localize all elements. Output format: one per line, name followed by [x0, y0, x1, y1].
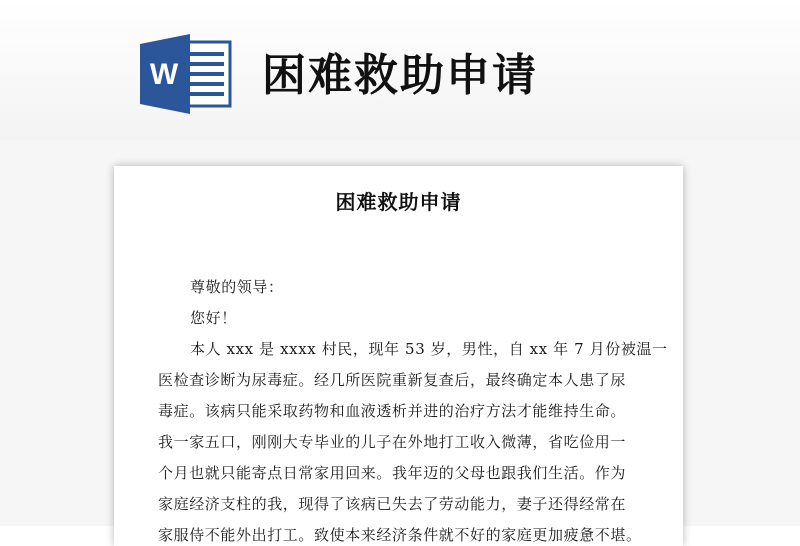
- salutation: 尊敬的领导：: [190, 278, 284, 296]
- body-line: 本人 xxx 是 xxxx 村民，现年 53 岁，男性，自 xx 年 7 月份被温一: [190, 340, 668, 358]
- document-title: 困难救助申请: [335, 190, 462, 214]
- document-page: [114, 166, 683, 546]
- body-line: 个月也就只能寄点日常家用回来。我年迈的父母也跟我们生活。作为: [158, 464, 627, 482]
- banner-title: 困难救助申请: [262, 50, 538, 101]
- body-line: 医检查诊断为尿毒症。经几所医院重新复查后，最终确定本人患了尿: [158, 371, 627, 389]
- body-line: 毒症。该病只能采取药物和血液透析并进的治疗方法才能维持生命。: [158, 402, 627, 420]
- word-icon-letter: W: [149, 58, 179, 91]
- greeting: 您好！: [190, 309, 237, 327]
- body-line: 我一家五口，刚刚大专毕业的儿子在外地打工收入微薄，省吃俭用一: [158, 433, 627, 451]
- body-line: 家庭经济支柱的我，现得了该病已失去了劳动能力，妻子还得经常在: [158, 495, 627, 513]
- body-line: 家服侍不能外出打工。致使本来经济条件就不好的家庭更加疲惫不堪。: [158, 526, 642, 544]
- word-icon: [140, 34, 232, 114]
